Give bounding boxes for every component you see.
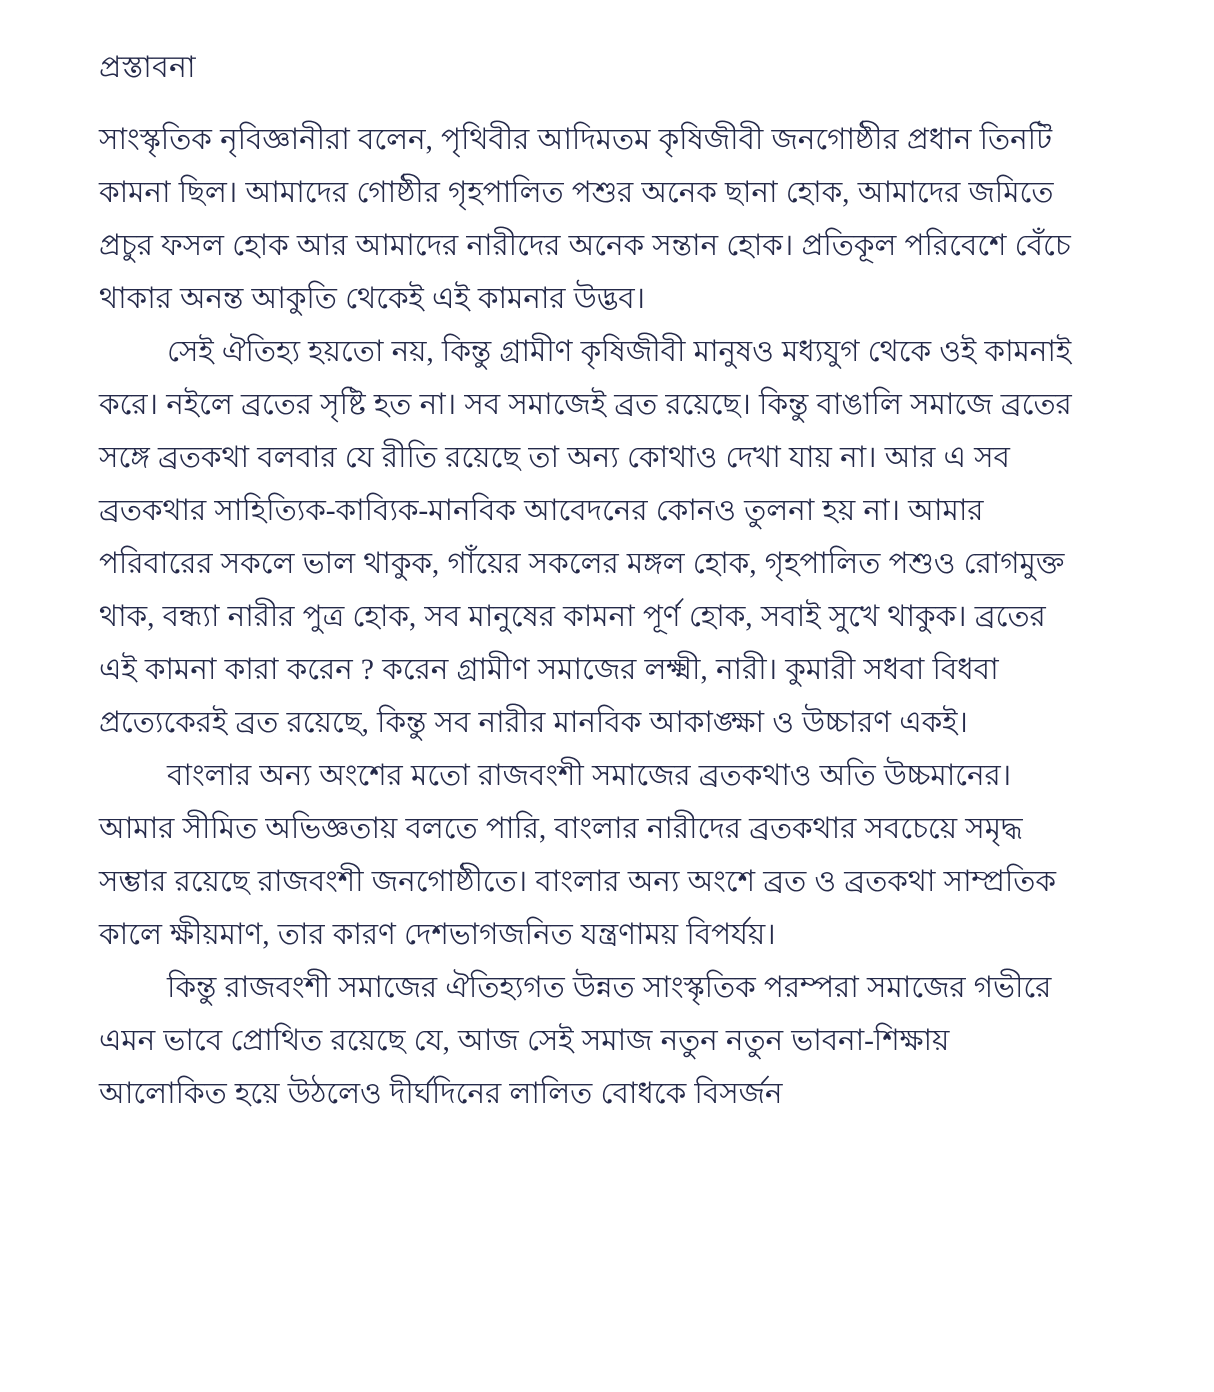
paragraph-3: বাংলার অন্য অংশের মতো রাজবংশী সমাজের ব্রতকথাও অতি উচ্চমানের। আমার সীমিত অভিজ্ঞতায় বলতে পারি, বাংলার নারীদের ব্রতকথার সবচেয়ে সমৃদ্ধ সম্ভার রয়েছে রাজবংশী জনগোষ্ঠীতে। বাংলার অন্য অংশে ব্রত ও ব্রতকথা সাম্প্রতিক কালে ক্ষীয়মাণ, তার কারণ দেশভাগজনিত যন্ত্রণাময় বিপর্যয়।: [99, 760, 1056, 951]
paragraph-1: সাংস্কৃতিক নৃবিজ্ঞানীরা বলেন, পৃথিবীর আদিমতম কৃষিজীবী জনগোষ্ঠীর প্রধান তিনটি কামনা ছিল। আমাদের গোষ্ঠীর গৃহপালিত পশুর অনেক ছানা হোক, আমাদের জমিতে প্রচুর ফসল হোক আর আমাদের নারীদের অনেক সন্তান হোক। প্রতিকূল পরিবেশে বেঁচে থাকার অনন্ত আকুতি থেকেই এই কামনার উদ্ভব।: [99, 124, 1071, 315]
document-body: [99, 114, 1074, 1121]
page-title: প্রস্তাবনা: [99, 51, 196, 84]
paragraph-4: কিন্তু রাজবংশী সমাজের ঐতিহ্যগত উন্নত সাংস্কৃতিক পরম্পরা সমাজের গভীরে এমন ভাবে প্রোথিত রয়েছে যে, আজ সেই সমাজ নতুন নতুন ভাবনা-শিক্ষায় আলোকিত হয়ে উঠলেও দীর্ঘদিনের লালিত বোধকে বিসর্জন: [99, 972, 1052, 1110]
paragraph-2: সেই ঐতিহ্য হয়তো নয়, কিন্তু গ্রামীণ কৃষিজীবী মানুষও মধ্যযুগ থেকে ওই কামনাই করে। নইলে ব্রতের সৃষ্টি হত না। সব সমাজেই ব্রত রয়েছে। কিন্তু বাঙালি সমাজে ব্রতের সঙ্গে ব্রতকথা বলবার যে রীতি রয়েছে তা অন্য কোথাও দেখা যায় না। আর এ সব ব্রতকথার সাহিত্যিক-কাব্যিক-মানবিক আবেদনের কোনও তুলনা হয় না। আমার পরিবারের সকলে ভাল থাকুক, গাঁয়ের সকলের মঙ্গল হোক, গৃহপালিত পশু‌ও রোগমুক্ত থাক, বন্ধ্যা নারীর পুত্র হোক, সব মানুষের কামনা পূর্ণ হোক, সবাই সুখে থাকুক। ব্রতের এই কামনা কারা করেন ? করেন গ্রামীণ সমাজের লক্ষ্মী, নারী। কুমারী সধবা বিধবা প্রত্যেকেরই ব্রত রয়েছে, কিন্তু সব নারীর মানবিক আকাঙ্ক্ষা ও উচ্চারণ একই।: [99, 336, 1072, 739]
